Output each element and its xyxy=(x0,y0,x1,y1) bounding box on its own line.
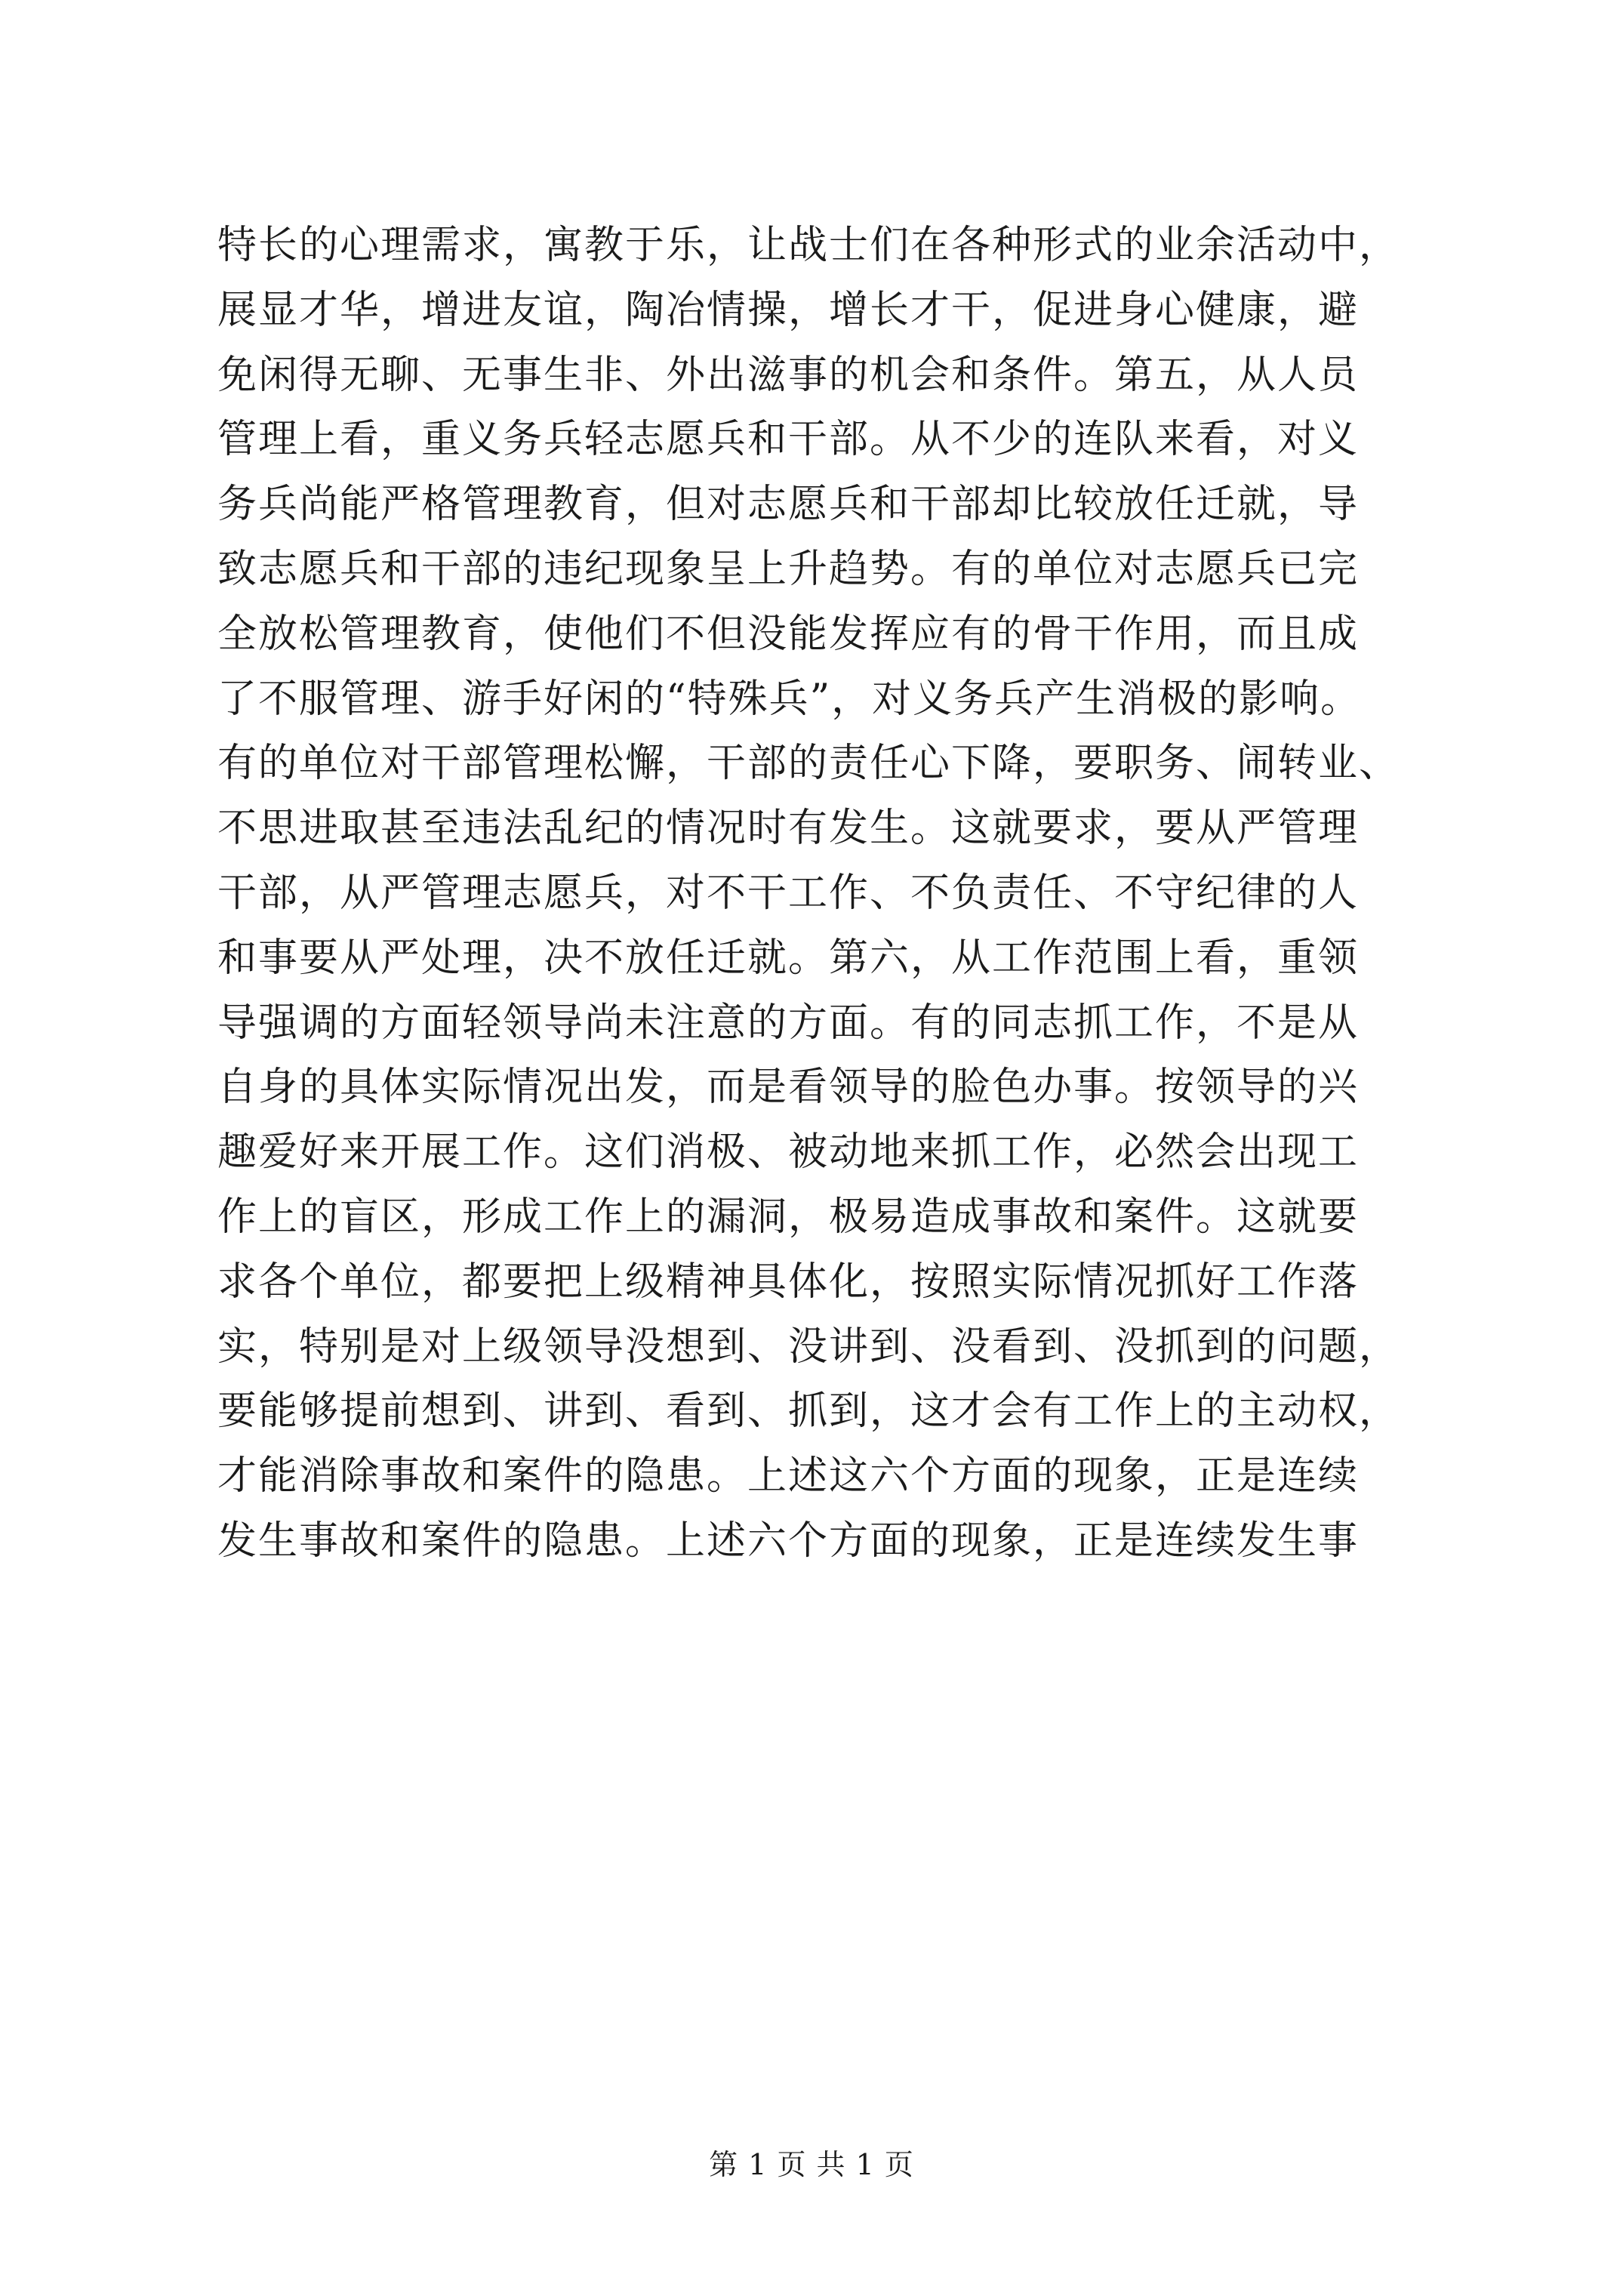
text-line: 特长的心理需求，寓教于乐，让战士们在各种形式的业余活动中， xyxy=(217,223,1400,268)
text-line: 自身的具体实际情况出发，而是看领导的脸色办事。按领导的兴 xyxy=(217,1065,1360,1111)
text-line: 求各个单位，都要把上级精神具体化，按照实际情况抓好工作落 xyxy=(217,1259,1360,1305)
body-text xyxy=(217,214,1425,1574)
text-line: 有的单位对干部管理松懈，干部的责任心下降，要职务、闹转业、 xyxy=(217,741,1400,787)
text-line: 和事要从严处理，决不放任迁就。第六，从工作范围上看，重领 xyxy=(217,935,1360,981)
text-line: 务兵尚能严格管理教育，但对志愿兵和干部却比较放任迁就，导 xyxy=(217,482,1360,528)
text-line: 要能够提前想到、讲到、看到、抓到，这才会有工作上的主动权， xyxy=(217,1388,1400,1435)
text-line: 干部，从严管理志愿兵，对不干工作、不负责任、不守纪律的人 xyxy=(217,870,1360,916)
text-line: 不思进取甚至违法乱纪的情况时有发生。这就要求，要从严管理 xyxy=(217,806,1360,852)
page-number-footer: 第 1 页 共 1 页 xyxy=(709,2148,914,2181)
text-line: 实，特别是对上级领导没想到、没讲到、没看到、没抓到的问题， xyxy=(217,1324,1400,1370)
text-line: 趣爱好来开展工作。这们消极、被动地来抓工作，必然会出现工 xyxy=(217,1130,1360,1176)
text-line: 才能消除事故和案件的隐患。上述这六个方面的现象，正是连续 xyxy=(217,1453,1360,1499)
text-line: 发生事故和案件的隐患。上述六个方面的现象，正是连续发生事 xyxy=(217,1518,1360,1564)
text-line: 致志愿兵和干部的违纪现象呈上升趋势。有的单位对志愿兵已完 xyxy=(217,546,1360,592)
text-line: 导强调的方面轻领导尚未注意的方面。有的同志抓工作，不是从 xyxy=(217,1000,1360,1046)
text-line: 管理上看，重义务兵轻志愿兵和干部。从不少的连队来看，对义 xyxy=(217,417,1360,463)
text-line: 展显才华，增进友谊，陶冶情操，增长才干，促进身心健康，避 xyxy=(217,287,1360,333)
text-line: 全放松管理教育，使他们不但没能发挥应有的骨干作用，而且成 xyxy=(217,611,1360,657)
text-line: 了不服管理、游手好闲的“特殊兵”，对义务兵产生消极的影响。 xyxy=(217,676,1362,722)
text-line: 作上的盲区，形成工作上的漏洞，极易造成事故和案件。这就要 xyxy=(217,1194,1360,1240)
text-line: 免闲得无聊、无事生非、外出滋事的机会和条件。第五，从人员 xyxy=(217,352,1360,398)
